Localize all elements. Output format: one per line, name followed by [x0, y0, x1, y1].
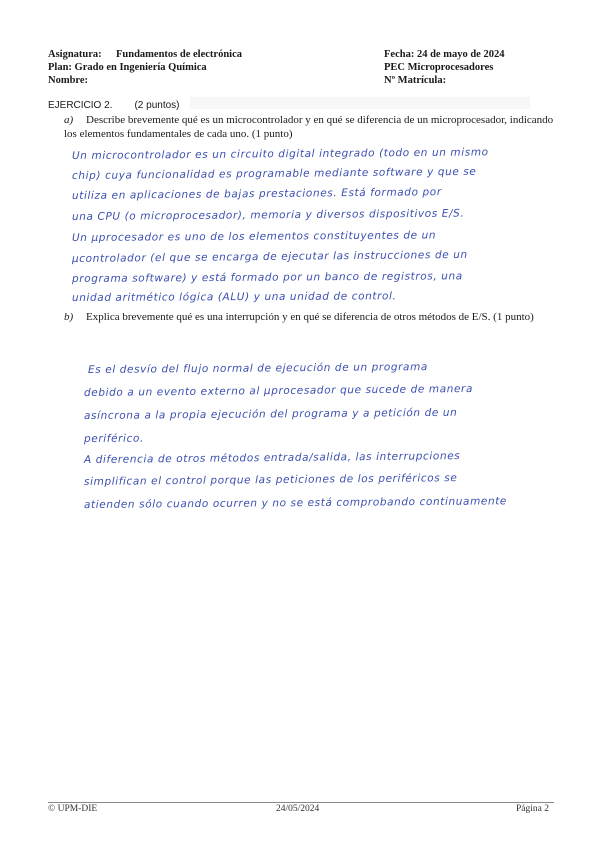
- answer-b-line: debido a un evento externo al µprocesador que sucede de manera: [83, 382, 474, 399]
- question-a-text: Describe brevemente qué es un microcontrolador y en qué se diferencia de un microprocesador, indicando los elementos fundamentales de cada uno. (1 punto): [64, 114, 554, 140]
- footer-divider: [48, 802, 554, 803]
- answer-a-line: unidad aritmético lógica (ALU) y una unidad de control.: [71, 290, 397, 304]
- answer-a-line: utiliza en aplicaciones de bajas prestaciones. Está formado por: [71, 186, 442, 202]
- header-left: [48, 48, 348, 87]
- scan-smudge: [190, 97, 530, 109]
- answer-b-line: asíncrona a la propia ejecución del programa y a petición de un: [83, 406, 458, 422]
- answer-a-line: Un microcontrolador es un circuito digital integrado (todo en un mismo: [71, 146, 489, 162]
- answer-b-line: Es el desvío del flujo normal de ejecución de un programa: [87, 361, 428, 376]
- answer-a-line: Un µprocesador es uno de los elementos constituyentes de un: [71, 229, 437, 244]
- answer-a-line: programa software) y está formado por un banco de registros, una: [71, 270, 463, 285]
- answer-b-line: periférico.: [83, 432, 144, 445]
- nombre-label: Nombre:: [48, 75, 89, 86]
- asignatura-label: Asignatura:: [48, 49, 102, 60]
- footer-date: 24/05/2024: [276, 804, 320, 814]
- header-right: [384, 48, 584, 87]
- answer-b-line: A diferencia de otros métodos entrada/salida, las interrupciones: [83, 450, 461, 466]
- question-b: [64, 310, 564, 324]
- answer-b-line: simplifican el control porque las peticiones de los periféricos se: [83, 472, 458, 488]
- question-b-letter: b): [64, 311, 74, 323]
- question-a: [64, 113, 564, 141]
- exercise-points: (2 puntos): [134, 100, 180, 111]
- answer-b-line: atienden sólo cuando ocurren y no se está comprobando continuamente: [83, 495, 508, 511]
- answer-a-line: chip) cuya funcionalidad es programable mediante software y que se: [71, 165, 477, 182]
- footer-copyright: © UPM-DIE: [48, 804, 98, 814]
- exercise-title: EJERCICIO 2.: [48, 100, 113, 111]
- fecha-label: Fecha: 24 de mayo de 2024: [384, 49, 505, 60]
- question-a-letter: a): [64, 114, 74, 126]
- answer-a-line: µcontrolador (el que se encarga de ejecutar las instrucciones de un: [71, 248, 468, 265]
- matricula-label: Nº Matrícula:: [384, 75, 447, 86]
- plan-label: Plan: Grado en Ingeniería Química: [48, 62, 207, 73]
- exercise-heading: [48, 100, 180, 111]
- pec-label: PEC Microprocesadores: [384, 62, 494, 73]
- footer-page-number: Página 2: [516, 804, 549, 814]
- answer-a-line: una CPU (o microprocesador), memoria y diversos dispositivos E/S.: [71, 207, 465, 223]
- question-b-text: Explica brevemente qué es una interrupción y en qué se diferencia de otros métodos de E/S. (1 punto): [86, 311, 534, 323]
- asignatura-value: Fundamentos de electrónica: [116, 49, 242, 60]
